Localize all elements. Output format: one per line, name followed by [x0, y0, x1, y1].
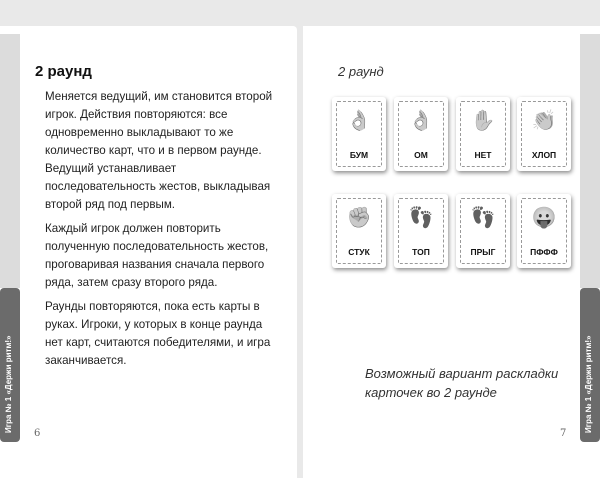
paragraph: Раунды повторяются, пока есть карты в руках. Игроки, у которых в конце раунда нет карт, считаются победителями, и игра заканчивается. [45, 300, 271, 367]
section-heading: 2 раунд [35, 63, 92, 80]
paragraph: Каждый игрок должен повторить полученную последовательность жестов, проговаривая названия сначала первого ряда, затем сразу второго ряда. [45, 222, 269, 289]
om-hands-icon: 👌 [408, 110, 434, 132]
fists-icon: ✊ [346, 207, 372, 229]
card-label: ХЛОП [531, 150, 557, 160]
card-label: ТОП [412, 247, 430, 257]
side-tab-label: Игра № 1 «Держи ритм!» [4, 335, 13, 433]
tongue-face-icon: 😛 [531, 207, 557, 229]
two-footprints-icon: 👣 [470, 207, 496, 229]
paragraph: Меняется ведущий, им становится второй игрок. Действия повторяются: все одновременно выкладывают то же количество карт, что и в первом раунде. Ведущий устанавливает последовательность жестов, выкладывая второй ряд под первым. [45, 90, 273, 211]
card-label: БУМ [349, 150, 369, 160]
raised-hand-icon: ✋ [470, 110, 496, 132]
gesture-card [332, 194, 386, 268]
side-tab-strip [0, 34, 20, 288]
gesture-card [517, 97, 571, 171]
caption: Возможный вариант раскладки карточек во 2 раунде [365, 366, 559, 400]
gesture-card [456, 194, 510, 268]
card-label: ПРЫГ [470, 247, 496, 257]
page-number: 7 [560, 428, 567, 439]
side-tab-label: Игра № 1 «Держи ритм!» [584, 335, 593, 433]
gesture-card [394, 97, 448, 171]
card-label: СТУК [348, 247, 370, 257]
side-tab [580, 288, 600, 442]
left-page [0, 26, 297, 478]
footprint-icon: 👣 [408, 207, 434, 229]
fist-bump-hands-icon: 👌 [346, 110, 372, 132]
gesture-card [332, 97, 386, 171]
card-label: ОМ [414, 150, 428, 160]
card-label: ПФФФ [530, 247, 558, 257]
section-heading: 2 раунд [338, 64, 384, 79]
gesture-card [394, 194, 448, 268]
text-column [35, 62, 275, 376]
card-label: НЕТ [474, 150, 492, 160]
side-tab-strip [580, 34, 600, 288]
clapping-hands-icon: 👏 [531, 110, 557, 132]
page-number: 6 [34, 428, 41, 439]
side-tab [0, 288, 20, 442]
gesture-card [456, 97, 510, 171]
gesture-card [517, 194, 571, 268]
right-page [303, 26, 600, 478]
